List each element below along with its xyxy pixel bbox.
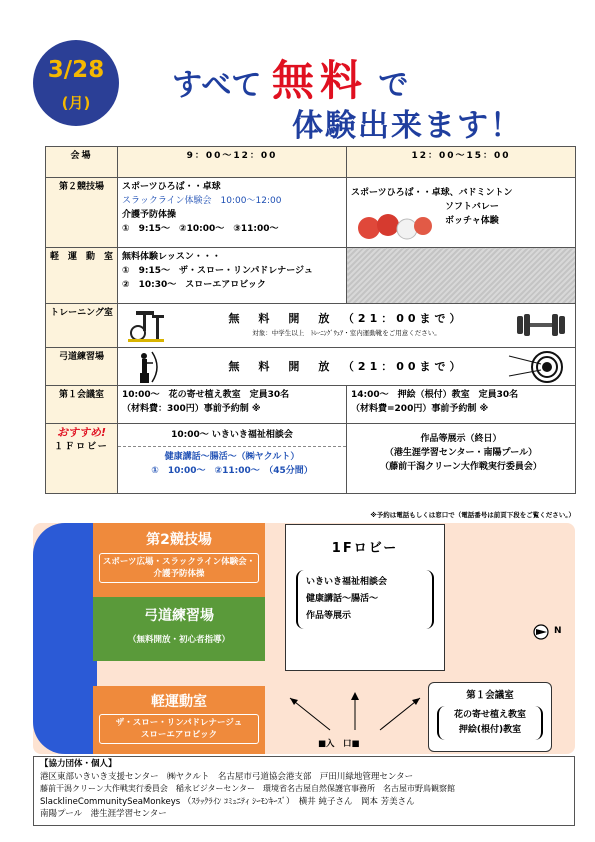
row-training: [46, 304, 576, 348]
row-light-gym: [46, 248, 576, 304]
free-open-text: 無 料 開 放 （21：00まで）: [228, 359, 465, 373]
cell-text: スポーツひろば・・卓球、バドミントン: [351, 188, 513, 198]
row-label: 軽 運 動 室: [46, 248, 118, 304]
target-icon: [507, 350, 565, 384]
map-lobby-item: 健康講話～腸活～: [306, 594, 379, 604]
row-stadium2: [46, 178, 576, 248]
cell-pm: [347, 178, 576, 248]
map-lobby-title: 1Fロビー: [331, 541, 399, 556]
credits-line: 南陽プール 港生涯学習センター: [40, 809, 167, 819]
row-label: 弓道練習場: [46, 348, 118, 386]
cell-text: スラックライン体験会 10:00～12:00: [122, 196, 282, 206]
cell-text: ソフトバレー: [445, 202, 499, 212]
map-meeting1-list: [437, 706, 543, 740]
map-stadium2-title: 第2競技場: [146, 532, 212, 548]
credits-line: 港区東部いきいき支援センター ㈱ヤクルト 名古屋市弓道協会港支部 戸田川緑地管理センター: [40, 771, 414, 782]
cell-text: （港生涯学習センター・南陽プール）: [384, 448, 538, 458]
schedule-table: [45, 146, 576, 494]
cell-full: [118, 304, 576, 348]
cell-full: [118, 348, 576, 386]
cell-text: （藤前干潟クリーン大作戦実行委員会）: [380, 462, 542, 472]
lobby-label: １Ｆロビー: [54, 442, 109, 452]
map-light-gym-box: [99, 714, 259, 744]
cell-pm: [347, 424, 576, 494]
row-label-lobby: [46, 424, 118, 494]
credits-box: [33, 756, 575, 826]
map-meeting1: [428, 682, 552, 752]
col-header-venue: 会場: [46, 147, 118, 178]
dumbbell-icon: [517, 312, 565, 338]
map-lobby-item: 作品等展示: [306, 611, 352, 621]
free-open-text: 無 料 開 放 （21：00まで）: [228, 312, 465, 325]
recommend-label: おすすめ!: [56, 426, 107, 439]
map-meeting1-title: 第１会議室: [466, 690, 514, 701]
map-meeting1-item: 花の寄せ植え教室: [453, 710, 526, 720]
boccia-balls-icon: [355, 210, 435, 242]
cell-text: 作品等展示（終日）: [420, 434, 502, 444]
cell-text: ① 9:15～ ザ・スロー・リンパドレナージュ: [122, 266, 313, 276]
cell-text: 10:00～ 花の寄せ植え教室 定員30名: [122, 390, 290, 400]
cell-text: ① 10:00～ ②11:00～ （45分間）: [151, 466, 313, 476]
cell-text: ボッチャ体験: [445, 216, 499, 226]
cell-am: [118, 386, 347, 424]
map-light-gym: [93, 686, 265, 754]
headline-post: で: [378, 68, 409, 103]
col-header-pm: 12：00～15：00: [347, 147, 576, 178]
map-lobby-item: いきいき福祉相談会: [306, 577, 388, 587]
map-lobby: [285, 524, 445, 671]
map-stadium2-sub: スポーツ広場・スラックライン体験会・介護予防体操: [99, 553, 259, 583]
training-note: 対象：中学生以上 ﾄﾚｰﾆﾝｸﾞｳｪｱ・室内運動靴をご用意ください。: [252, 329, 441, 337]
headline-pre: すべて: [172, 68, 262, 103]
cell-text: 14:00～ 押絵（根付）教室 定員30名: [351, 390, 519, 400]
credits-title: 【協力団体・個人】: [40, 759, 117, 769]
cell-text: ② 10:30～ スローエアロビック: [122, 280, 266, 290]
credits-line: 藤前干潟クリーン大作戦実行委員会 稲永ビジターセンター 環境省名古屋自然保護官事務所 名古屋市野鳥観察館: [40, 784, 456, 793]
cell-text: （材料費：300円）事前予約制 ※: [122, 404, 261, 414]
map-stadium2: [93, 523, 265, 597]
cell-text: スポーツひろば・・卓球: [122, 182, 221, 192]
cell-am: [118, 178, 347, 248]
row-archery: [46, 348, 576, 386]
entrance-arrows-icon: [270, 690, 440, 740]
cell-pm-empty: [347, 248, 576, 304]
headline-line1: [172, 48, 408, 108]
map-meeting1-item: 押絵(根付)教室: [458, 725, 522, 735]
cell-pm: [347, 386, 576, 424]
map-archery-sub: （無料開放・初心者指導）: [127, 635, 230, 645]
row-label: トレーニング室: [46, 304, 118, 348]
event-date: 3/28: [47, 57, 105, 83]
event-weekday: (月): [61, 94, 91, 112]
map-archery: [93, 597, 265, 661]
date-badge: [33, 40, 119, 126]
map-light-gym-sub: ザ・スロー・リンパドレナージュ: [115, 718, 243, 728]
map-light-gym-title: 軽運動室: [151, 694, 207, 710]
cell-text: （材料費=200円）事前予約制 ※: [351, 404, 489, 414]
headline-free: 無料: [271, 56, 368, 105]
reservation-footnote: ※予約は電話もしくは窓口で（電話番号は前頁下段をご覧ください。）: [370, 511, 575, 519]
cell-text: 無料体験レッスン・・・: [122, 252, 221, 262]
archer-icon: [132, 350, 162, 384]
row-lobby: [46, 424, 576, 494]
headline-line2: 体験出来ます！: [292, 108, 523, 144]
cell-text: 10:00～ いきいき福祉相談会: [118, 424, 346, 447]
map-light-gym-sub: スローエアロビック: [140, 730, 218, 740]
cell-text: 介護予防体操: [122, 210, 177, 220]
entrance-label: ■入 口■: [318, 739, 360, 749]
cell-text: ① 9:15～ ②10:00～ ③11:00～: [122, 224, 279, 234]
row-meeting1: [46, 386, 576, 424]
row-label: 第２競技場: [46, 178, 118, 248]
map-archery-title: 弓道練習場: [144, 608, 214, 624]
north-arrow-icon: [533, 624, 553, 640]
cell-text: 健康講話～腸活～（㈱ヤクルト）: [164, 452, 300, 462]
col-header-am: 9：00～12：00: [118, 147, 347, 178]
cell-am: [118, 248, 347, 304]
cell-am: [118, 424, 347, 494]
map-left-area: [33, 523, 97, 754]
north-label: N: [554, 626, 562, 636]
exercise-bike-icon: [122, 307, 172, 343]
map-lobby-list: [296, 570, 434, 629]
row-label: 第１会議室: [46, 386, 118, 424]
credits-line: SlacklineCommunitySeaMonkeys （ｽﾗｯｸﾗｲﾝ ｺﾐｭﾆﾃｨ ｼｰﾓﾝｷｰｽﾞ） 横井 純子さん 岡本 芳美さん: [40, 796, 415, 807]
